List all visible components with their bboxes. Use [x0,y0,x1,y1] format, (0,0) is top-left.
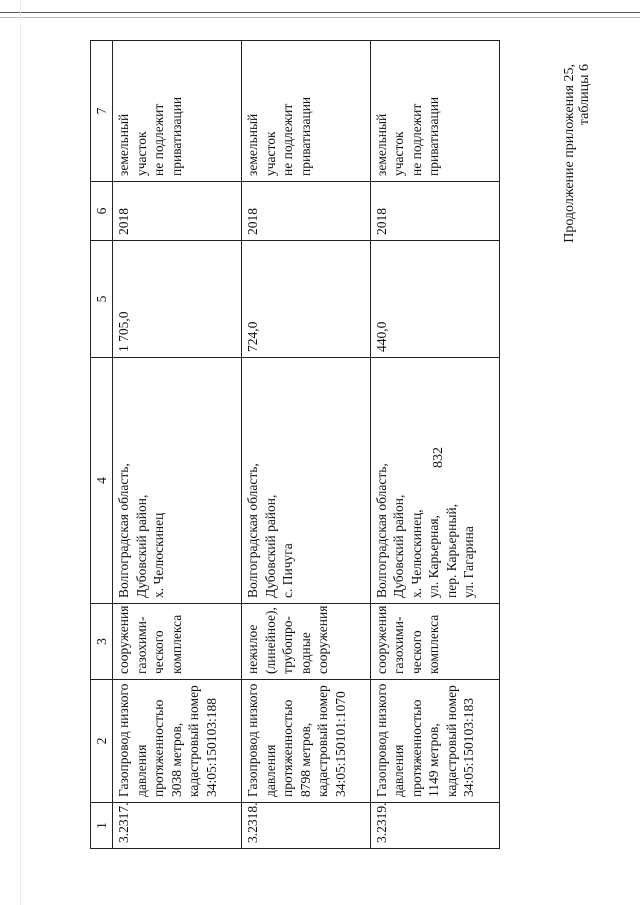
object-area: 724,0 [242,241,371,358]
object-year: 2018 [242,182,371,241]
object-kind: сооружения газохими- ческого комплекса [370,604,499,680]
column-header: 4 [91,358,113,604]
object-year: 2018 [370,182,499,241]
row-number: 3.2319. [370,803,499,849]
object-note: земельный участок не подлежит приватизации [370,41,499,182]
heading-line-1: Продолжение приложения 25, [562,64,577,243]
row-number: 3.2317. [113,803,242,849]
row-number: 3.2318. [242,803,371,849]
table-header-row [91,41,113,849]
object-name: Газопровод низкого давления протяженностью 3038 метров, кадастровый номер 34:05:150103:188 [113,680,242,803]
object-address: Волгоградская область, Дубовский район, х. Челюскинец [113,358,242,604]
column-header: 1 [91,803,113,849]
column-header: 2 [91,680,113,803]
object-address: Волгоградская область, Дубовский район, х. Челюскинец, ул. Карьерная, пер. Карьерный, ул. Гагарина [370,358,499,604]
column-header: 6 [91,182,113,241]
heading-line-2: таблицы 6 [577,64,592,126]
column-header: 3 [91,604,113,680]
object-name: Газопровод низкого давления протяженностью 8798 метров, кадастровый номер 34:05:150101:1070 [242,680,371,803]
object-address: Волгоградская область, Дубовский район, с. Пичуга [242,358,371,604]
object-name: Газопровод низкого давления протяженностью 1149 метров, кадастровый номер 34:05:150103:183 [370,680,499,803]
table-row [242,41,371,849]
object-kind: нежилое (линейное), трубопро- водные сооружения [242,604,371,680]
page-number: 832 [431,447,446,468]
table-row [370,41,499,849]
object-kind: сооружения газохими- ческого комплекса [113,604,242,680]
object-year: 2018 [113,182,242,241]
object-note: земельный участок не подлежит приватизации [113,41,242,182]
column-header: 7 [91,41,113,182]
continuation-heading [562,64,592,243]
table-row [113,41,242,849]
object-area: 440,0 [370,241,499,358]
property-table [90,40,500,849]
column-header: 5 [91,241,113,358]
object-note: земельный участок не подлежит приватизации [242,41,371,182]
object-area: 1 705,0 [113,241,242,358]
